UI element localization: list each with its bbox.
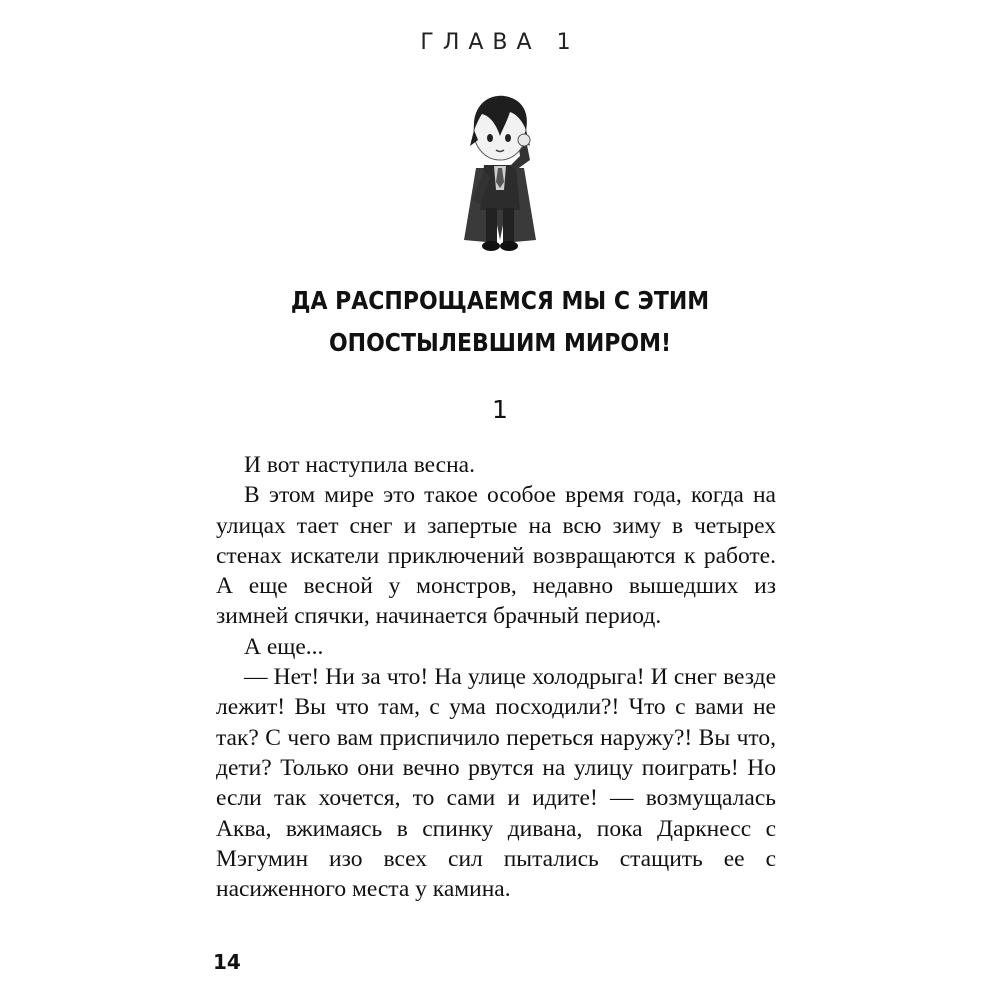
chapter-title-line-1: ДА РАСПРОЩАЕМСЯ МЫ С ЭТИМ: [290, 286, 710, 315]
chibi-character-illustration: [446, 90, 554, 255]
paragraph: В этом мире это такое особое время года, когда на улицах тает снег и запертые на всю зиму в четырех стенах искатели приключений возвращаются к работе. А еще весной у монстров, недавно вышедших из зимней спячки, начинается брачный период.: [216, 482, 776, 630]
chapter-label: ГЛАВА 1: [420, 30, 580, 55]
body-text: [216, 450, 776, 904]
chapter-title: [60, 280, 940, 364]
page-number: 14: [213, 950, 241, 974]
paragraph: — Нет! Ни за что! На улице холодрыга! И снег везде лежит! Вы что там, с ума посходили?! Что с вами не так? С чего вам приспичило переться наружу?! Вы что, дети? Только они вечно рвутся на улицу поиграть! Но если так хочется, то сами и идите! — возмущалась Аква, вжимаясь в спинку дивана, пока Даркнесс с Мэгумин изо всех сил пытались стащить ее с насиженного места у камина.: [216, 664, 776, 903]
paragraph: А еще...: [244, 633, 324, 660]
chapter-title-line-2: ОПОСТЫЛЕВШИМ МИРОМ!: [328, 328, 672, 357]
section-number: 1: [492, 395, 508, 424]
paragraph: И вот наступила весна.: [244, 452, 475, 478]
